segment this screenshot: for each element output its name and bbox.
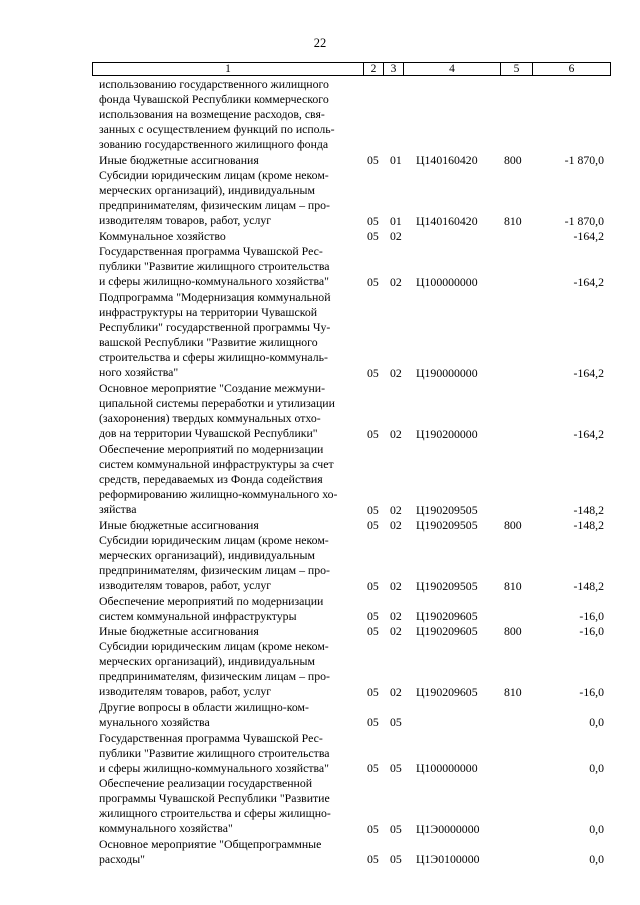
row-description-line: инфраструктуры на территории Чувашской — [99, 304, 318, 319]
row-subsection-code: 02 — [390, 624, 402, 639]
row-description-line: Другие вопросы в области жилищно-ком- — [99, 700, 309, 715]
row-description-line: Обеспечение реализации государственной — [99, 776, 313, 791]
row-section-code: 05 — [367, 229, 379, 243]
row-expense-type: 810 — [504, 213, 522, 228]
row-target-article: Ц1Э0000000 — [416, 821, 480, 836]
row-section-code: 05 — [367, 624, 379, 639]
row-description-line: Основное мероприятие "Создание межмуни- — [99, 381, 326, 395]
row-description-line: дов на территории Чувашской Республики" — [99, 426, 318, 440]
row-amount: -1 870,0 — [564, 153, 604, 167]
row-description-line: занных с осуществлением функций по исполь- — [99, 122, 335, 136]
header-col-1: 1 — [93, 63, 364, 76]
row-subsection-code: 02 — [390, 608, 402, 623]
row-description-line: изводителям товаров, работ, услуг — [99, 684, 272, 699]
row-section-code: 05 — [367, 852, 379, 867]
row-description-line: мунального хозяйства — [99, 715, 210, 730]
row-description-line: Субсидии юридическим лицам (кроме неком- — [99, 639, 329, 654]
row-description-line: Иные бюджетные ассигнования — [99, 517, 259, 532]
row-description-line: ного хозяйства" — [99, 364, 179, 379]
row-description-line: реформированию жилищно-коммунального хо- — [99, 486, 338, 501]
row-description-line: Иные бюджетные ассигнования — [99, 153, 259, 167]
row-description-line: строительства и сферы жилищно-коммуналь- — [99, 349, 328, 364]
row-target-article: Ц100000000 — [416, 274, 478, 289]
row-description — [99, 290, 359, 380]
row-section-code: 05 — [367, 760, 379, 775]
row-expense-type: 810 — [504, 578, 522, 593]
row-description-line: предпринимателям, физическим лицам – про- — [99, 563, 330, 577]
row-amount: -164,2 — [573, 426, 604, 441]
row-subsection-code: 02 — [390, 684, 402, 699]
row-description-line: предпринимателям, физическим лицам – про- — [99, 669, 330, 684]
row-target-article: Ц140160420 — [416, 153, 478, 167]
row-amount: -164,2 — [573, 229, 604, 243]
row-description-line: и сферы жилищно-коммунального хозяйства" — [99, 760, 329, 775]
row-description-line: мерческих организаций), индивидуальным — [99, 183, 315, 198]
row-amount: 0,0 — [589, 715, 604, 730]
row-description-line: Подпрограмма "Модернизация коммунальной — [99, 289, 331, 304]
row-amount: -164,2 — [573, 365, 604, 380]
row-amount: -1 870,0 — [564, 213, 604, 228]
row-description-line: жилищного строительства и сферы жилищно- — [99, 806, 331, 821]
row-description-line: Иные бюджетные ассигнования — [99, 624, 259, 639]
row-description-line: Государственная программа Чувашской Рес- — [99, 244, 323, 259]
row-subsection-code: 02 — [390, 229, 402, 243]
row-description-line: предпринимателям, физическим лицам – про- — [99, 198, 330, 213]
row-description-line: систем коммунальной инфраструктуры — [99, 608, 297, 623]
row-description-line: Субсидии юридическим лицам (кроме неком- — [99, 533, 329, 547]
row-description-line: Обеспечение мероприятий по модернизации — [99, 593, 324, 608]
row-section-code: 05 — [367, 608, 379, 623]
row-target-article: Ц190209605 — [416, 624, 478, 639]
row-section-code: 05 — [367, 213, 379, 228]
row-subsection-code: 02 — [390, 578, 402, 593]
row-description-line: (захоронения) твердых коммунальных отхо- — [99, 411, 321, 425]
row-description-line: ципальной системы переработки и утилизации — [99, 396, 335, 410]
row-section-code: 05 — [367, 821, 379, 836]
row-description — [99, 533, 359, 593]
header-col-3: 3 — [384, 63, 404, 76]
row-subsection-code: 05 — [390, 715, 402, 730]
row-subsection-code: 01 — [390, 153, 402, 167]
row-section-code: 05 — [367, 426, 379, 441]
row-description-line: Обеспечение мероприятий по модернизации — [99, 441, 324, 456]
row-expense-type: 810 — [504, 684, 522, 699]
row-description-line: Государственная программа Чувашской Рес- — [99, 730, 323, 745]
row-description — [99, 700, 359, 730]
row-amount: -16,0 — [579, 684, 604, 699]
row-description-line: и сферы жилищно-коммунального хозяйства" — [99, 274, 329, 289]
row-description-line: Субсидии юридическим лицам (кроме неком- — [99, 168, 329, 183]
row-description-line: Основное мероприятие "Общепрограммные — [99, 837, 322, 851]
row-section-code: 05 — [367, 715, 379, 730]
row-amount: -16,0 — [579, 624, 604, 639]
header-col-4: 4 — [404, 63, 501, 76]
row-subsection-code: 02 — [390, 502, 402, 517]
row-description-line: использования на возмещение расходов, свя- — [99, 107, 325, 121]
row-description-line: мерческих организаций), индивидуальным — [99, 654, 315, 669]
header-col-6: 6 — [533, 63, 611, 76]
row-subsection-code: 02 — [390, 426, 402, 441]
row-target-article: Ц190200000 — [416, 426, 478, 441]
row-section-code: 05 — [367, 502, 379, 517]
row-amount: -148,2 — [573, 502, 604, 517]
row-amount: 0,0 — [589, 821, 604, 836]
row-description — [99, 624, 359, 639]
row-section-code: 05 — [367, 578, 379, 593]
row-description-line: изводителям товаров, работ, услуг — [99, 578, 272, 592]
row-subsection-code: 05 — [390, 760, 402, 775]
row-description — [99, 837, 359, 867]
row-amount: -164,2 — [573, 274, 604, 289]
row-amount: -16,0 — [579, 608, 604, 623]
row-description-line: публики "Развитие жилищного строительства — [99, 745, 330, 760]
row-amount: -148,2 — [573, 578, 604, 593]
row-amount: 0,0 — [589, 852, 604, 867]
page-number: 22 — [313, 36, 327, 50]
row-description-line: программы Чувашской Республики "Развитие — [99, 791, 330, 806]
row-subsection-code: 02 — [390, 517, 402, 532]
row-description-line: фонда Чувашской Республики коммерческого — [99, 92, 329, 106]
row-description-line: изводителям товаров, работ, услуг — [99, 213, 272, 228]
row-section-code: 05 — [367, 517, 379, 532]
row-description-line: систем коммунальной инфраструктуры за счет — [99, 456, 334, 471]
row-target-article: Ц1Э0100000 — [416, 852, 480, 867]
row-description — [99, 442, 359, 517]
row-subsection-code: 05 — [390, 821, 402, 836]
row-subsection-code: 01 — [390, 213, 402, 228]
row-target-article: Ц190209605 — [416, 684, 478, 699]
row-description-line: расходы" — [99, 852, 145, 866]
row-target-article: Ц140160420 — [416, 213, 478, 228]
row-expense-type: 800 — [504, 517, 522, 532]
row-description — [99, 244, 359, 289]
row-subsection-code: 02 — [390, 365, 402, 380]
row-description — [99, 381, 359, 441]
row-section-code: 05 — [367, 684, 379, 699]
row-description-line: мерческих организаций), индивидуальным — [99, 548, 315, 562]
row-description-line: публики "Развитие жилищного строительства — [99, 259, 330, 274]
row-amount: 0,0 — [589, 760, 604, 775]
row-target-article: Ц190000000 — [416, 365, 478, 380]
row-description-line: вашской Республики "Развитие жилищного — [99, 334, 318, 349]
row-description-line: коммунального хозяйства" — [99, 821, 233, 836]
row-subsection-code: 05 — [390, 852, 402, 867]
row-expense-type: 800 — [504, 624, 522, 639]
row-description — [99, 518, 359, 533]
row-target-article: Ц190209605 — [416, 608, 478, 623]
row-subsection-code: 02 — [390, 274, 402, 289]
row-description — [99, 731, 359, 776]
row-section-code: 05 — [367, 274, 379, 289]
row-amount: -148,2 — [573, 517, 604, 532]
row-description-line: Республики" государственной программы Чу- — [99, 319, 331, 334]
row-description — [99, 229, 359, 244]
row-target-article: Ц190209505 — [416, 502, 478, 517]
row-expense-type: 800 — [504, 153, 522, 167]
row-description — [99, 153, 359, 168]
row-description — [99, 776, 359, 836]
row-target-article: Ц100000000 — [416, 760, 478, 775]
row-description-line: Коммунальное хозяйство — [99, 229, 226, 243]
header-col-2: 2 — [364, 63, 384, 76]
row-description — [99, 168, 359, 228]
header-col-5: 5 — [501, 63, 533, 76]
row-description-line: зованию государственного жилищного фонда — [99, 137, 329, 151]
row-description — [99, 594, 359, 624]
row-description — [99, 77, 359, 152]
row-target-article: Ц190209505 — [416, 578, 478, 593]
row-target-article: Ц190209505 — [416, 517, 478, 532]
row-description-line: средств, передаваемых из Фонда содействия — [99, 471, 323, 486]
row-description-line: использованию государственного жилищного — [99, 77, 329, 91]
row-description-line: зяйства — [99, 501, 137, 516]
row-section-code: 05 — [367, 365, 379, 380]
row-section-code: 05 — [367, 153, 379, 167]
row-description — [99, 639, 359, 699]
